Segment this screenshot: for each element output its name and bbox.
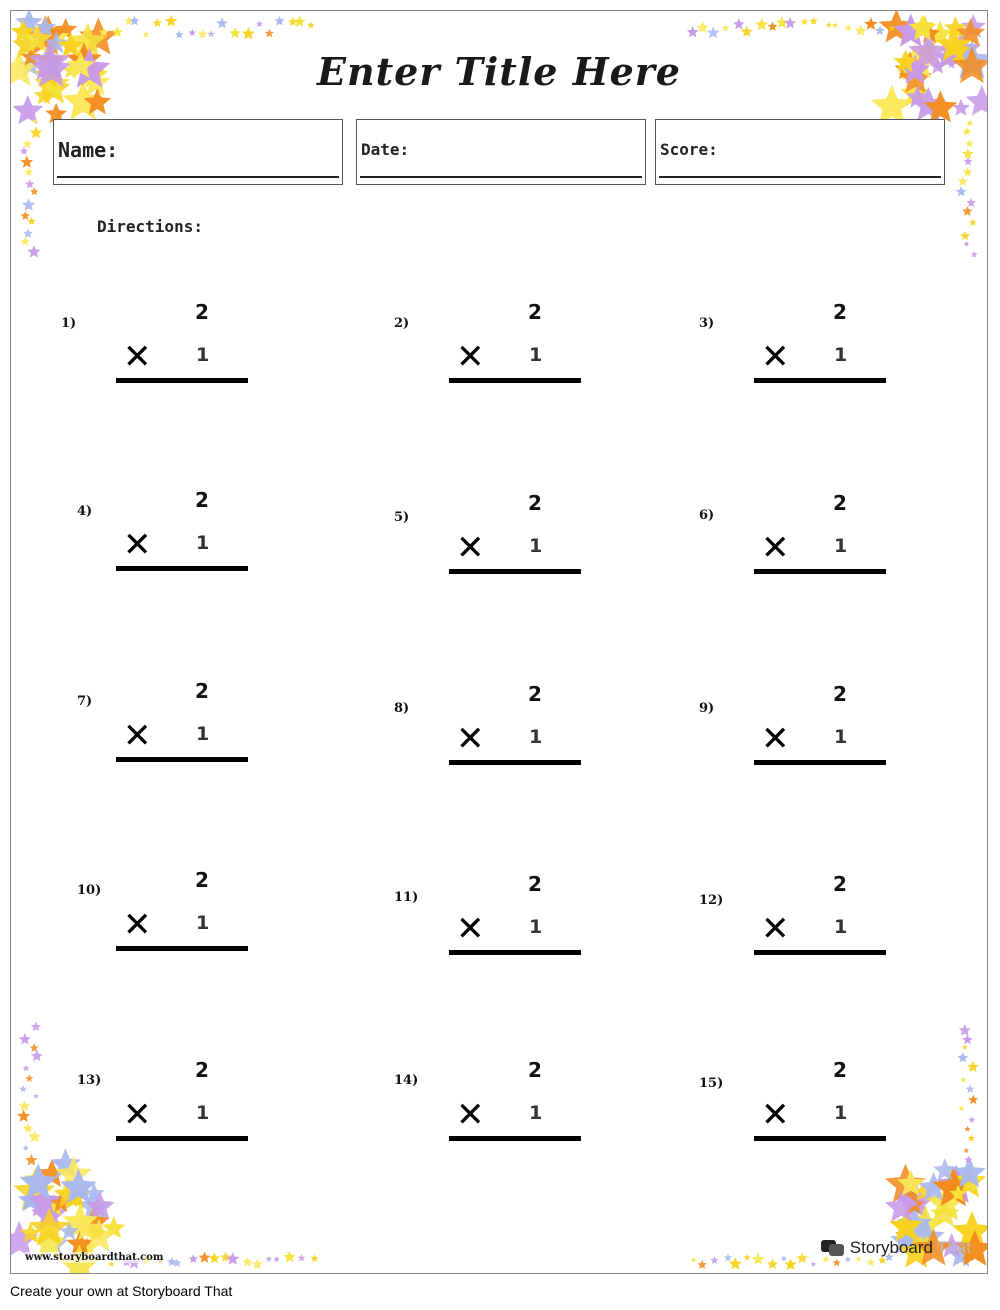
answer-line[interactable] — [116, 1136, 248, 1141]
multiplicand[interactable]: 2 — [528, 491, 542, 515]
answer-line[interactable] — [754, 950, 886, 955]
multiplier[interactable]: 1 — [196, 344, 210, 366]
multiplicand[interactable]: 2 — [528, 300, 542, 324]
star-icon — [962, 1034, 973, 1044]
star-icon — [23, 228, 33, 237]
worksheet-title[interactable]: Enter Title Here — [317, 49, 681, 94]
star-icon — [768, 22, 778, 31]
star-icon — [960, 231, 970, 240]
star-icon — [30, 1043, 39, 1052]
star-icon — [19, 1033, 31, 1045]
star-icon — [242, 27, 255, 39]
multiply-icon: ✕ — [123, 716, 152, 756]
name-underline — [57, 176, 339, 178]
star-icon — [696, 21, 709, 33]
answer-line[interactable] — [116, 378, 248, 383]
answer-line[interactable] — [116, 566, 248, 571]
star-icon — [826, 22, 833, 28]
star-icon — [21, 237, 30, 246]
multiply-icon: ✕ — [761, 1095, 790, 1135]
multiplier[interactable]: 1 — [834, 726, 848, 748]
multiplier[interactable]: 1 — [196, 1102, 210, 1124]
star-icon — [112, 26, 124, 37]
multiply-icon: ✕ — [123, 525, 152, 565]
star-icon — [274, 1256, 280, 1262]
star-icon — [23, 139, 32, 148]
star-icon — [226, 1252, 239, 1265]
star-icon — [189, 1254, 198, 1263]
worksheet-page — [10, 10, 988, 1274]
star-icon — [967, 1061, 979, 1072]
star-icon — [781, 1255, 787, 1261]
star-icon — [165, 15, 177, 27]
problem-number: 13) — [77, 1073, 102, 1088]
multiplicand[interactable]: 2 — [833, 1058, 847, 1082]
star-icon — [19, 1100, 31, 1111]
problem-8 — [394, 682, 594, 793]
star-icon — [811, 1261, 817, 1266]
star-icon — [27, 217, 35, 225]
multiplier[interactable]: 1 — [529, 916, 543, 938]
answer-line[interactable] — [754, 1136, 886, 1141]
star-icon — [964, 241, 970, 247]
answer-line[interactable] — [449, 1136, 581, 1141]
star-icon — [188, 29, 196, 36]
star-icon — [20, 147, 29, 155]
score-underline — [659, 176, 941, 178]
problem-number: 1) — [61, 316, 77, 331]
answer-line[interactable] — [754, 378, 886, 383]
star-icon — [19, 1085, 26, 1092]
problem-10 — [61, 868, 261, 979]
problem-7 — [61, 679, 261, 790]
name-label: Name: — [58, 138, 119, 162]
multiplier[interactable]: 1 — [834, 1102, 848, 1124]
star-icon — [968, 1135, 975, 1142]
star-icon — [966, 1085, 975, 1093]
star-icon — [729, 1257, 742, 1269]
multiply-icon: ✕ — [123, 337, 152, 377]
multiply-icon: ✕ — [761, 337, 790, 377]
footer-credit[interactable]: Create your own at Storyboard That — [10, 1283, 233, 1299]
problem-12 — [699, 872, 899, 983]
watermark-url: www.storyboardthat.com — [25, 1252, 164, 1263]
multiplier[interactable]: 1 — [834, 344, 848, 366]
problem-number: 5) — [394, 510, 410, 525]
star-icon — [785, 1258, 797, 1270]
star-icon — [25, 1074, 33, 1082]
problem-number: 6) — [699, 508, 715, 523]
star-icon — [964, 1126, 970, 1132]
answer-line[interactable] — [116, 757, 248, 762]
star-icon — [867, 1258, 876, 1266]
problem-number: 14) — [394, 1073, 419, 1088]
star-icon — [810, 17, 818, 25]
star-icon — [969, 219, 976, 226]
star-icon — [266, 1256, 273, 1262]
multiplicand[interactable]: 2 — [528, 872, 542, 896]
multiplicand[interactable]: 2 — [833, 300, 847, 324]
score-field[interactable] — [655, 119, 945, 185]
directions-label[interactable]: Directions: — [97, 217, 203, 236]
star-icon — [855, 25, 867, 36]
star-icon — [30, 126, 43, 138]
star-icon — [697, 1260, 707, 1269]
multiplier[interactable]: 1 — [196, 532, 210, 554]
star-icon — [216, 17, 228, 28]
multiply-icon: ✕ — [456, 337, 485, 377]
star-icon — [142, 31, 150, 38]
multiply-icon: ✕ — [123, 905, 152, 945]
star-icon — [832, 22, 838, 28]
problem-9 — [699, 682, 899, 793]
star-icon — [744, 1254, 751, 1261]
star-icon — [959, 1024, 971, 1036]
multiplicand[interactable]: 2 — [195, 1058, 209, 1082]
problem-6 — [699, 491, 899, 602]
star-icon — [733, 18, 745, 29]
star-icon — [23, 1145, 29, 1151]
star-icon — [21, 156, 34, 168]
star-icon — [833, 1259, 841, 1267]
star-icon — [31, 1050, 43, 1061]
multiplier[interactable]: 1 — [834, 535, 848, 557]
star-icon — [963, 127, 972, 135]
star-icon — [691, 1257, 697, 1263]
problem-number: 8) — [394, 701, 410, 716]
star-icon — [229, 27, 240, 38]
multiplier[interactable]: 1 — [834, 916, 848, 938]
problem-4 — [61, 488, 261, 599]
logo-word-that: That — [936, 1238, 971, 1257]
star-icon — [966, 198, 976, 207]
star-icon — [31, 1021, 41, 1031]
star-icon — [722, 24, 730, 31]
star-icon — [967, 120, 974, 126]
multiplicand[interactable]: 2 — [833, 872, 847, 896]
star-icon — [175, 30, 184, 38]
problem-number: 2) — [394, 316, 410, 331]
multiply-icon: ✕ — [456, 1095, 485, 1135]
star-icon — [22, 198, 35, 211]
star-icon — [252, 1259, 263, 1270]
star-icon — [956, 186, 967, 196]
storyboardthat-logo — [820, 1237, 971, 1259]
star-icon — [274, 16, 284, 26]
star-icon — [173, 1259, 182, 1267]
problem-number: 3) — [699, 316, 715, 331]
star-icon — [256, 21, 263, 28]
star-icon — [845, 24, 852, 31]
star-icon — [311, 1254, 319, 1262]
problem-11 — [394, 872, 594, 983]
star-icon — [30, 187, 38, 195]
star-icon — [962, 206, 973, 216]
multiplier[interactable]: 1 — [529, 535, 543, 557]
multiplicand[interactable]: 2 — [528, 1058, 542, 1082]
answer-line[interactable] — [449, 950, 581, 955]
star-icon — [958, 176, 968, 186]
star-icon — [209, 1253, 220, 1264]
star-icon — [752, 1253, 765, 1265]
star-icon — [25, 168, 33, 176]
star-icon — [958, 1105, 964, 1111]
star-icon — [23, 1123, 33, 1133]
star-icon — [962, 1044, 968, 1050]
star-icon — [265, 29, 274, 38]
star-icon — [25, 179, 34, 188]
star-icon — [962, 148, 974, 159]
star-icon — [801, 18, 809, 25]
star-icon — [21, 211, 31, 220]
star-icon — [33, 1093, 39, 1099]
star-icon — [741, 26, 753, 37]
star-icon — [968, 1116, 975, 1123]
star-icon — [27, 245, 40, 258]
star-icon — [952, 99, 970, 116]
multiply-icon: ✕ — [761, 719, 790, 759]
problem-number: 11) — [394, 890, 419, 905]
answer-line[interactable] — [449, 569, 581, 574]
star-icon — [243, 1257, 253, 1267]
answer-line[interactable] — [449, 760, 581, 765]
star-icon — [707, 26, 720, 38]
star-icon — [971, 251, 978, 257]
star-icon — [784, 17, 796, 28]
star-icon — [968, 1095, 978, 1105]
multiplier[interactable]: 1 — [529, 1102, 543, 1124]
problem-number: 15) — [699, 1076, 724, 1091]
multiply-icon: ✕ — [456, 528, 485, 568]
problem-number: 12) — [699, 893, 724, 908]
star-icon — [307, 21, 314, 28]
star-icon — [767, 1259, 778, 1270]
score-label: Score: — [660, 140, 718, 159]
star-icon — [724, 1254, 732, 1262]
answer-line[interactable] — [116, 946, 248, 951]
star-icon — [298, 1254, 306, 1261]
star-icon — [23, 1065, 30, 1071]
answer-line[interactable] — [449, 378, 581, 383]
problem-13 — [61, 1058, 261, 1169]
problem-14 — [394, 1058, 594, 1169]
multiplicand[interactable]: 2 — [195, 868, 209, 892]
problem-number: 7) — [77, 694, 93, 709]
star-icon — [875, 26, 885, 35]
multiplicand[interactable]: 2 — [833, 491, 847, 515]
star-icon — [957, 1052, 968, 1062]
logo-word-storyboard: Storyboard — [849, 1238, 933, 1257]
star-icon — [965, 140, 973, 148]
multiplier[interactable]: 1 — [196, 912, 210, 934]
star-icon — [961, 1077, 967, 1083]
date-label: Date: — [361, 140, 410, 159]
star-icon — [153, 18, 163, 27]
star-icon — [207, 30, 215, 37]
star-icon — [12, 95, 43, 124]
multiply-icon: ✕ — [761, 528, 790, 568]
multiplier[interactable]: 1 — [529, 726, 543, 748]
multiplicand[interactable]: 2 — [195, 488, 209, 512]
problem-number: 9) — [699, 701, 715, 716]
multiply-icon: ✕ — [456, 909, 485, 949]
star-icon — [864, 17, 877, 30]
speech-bubbles-icon — [820, 1238, 846, 1258]
date-underline — [360, 176, 642, 178]
problem-1 — [61, 300, 261, 411]
problem-3 — [699, 300, 899, 411]
star-icon — [756, 18, 769, 30]
star-icon — [711, 1256, 719, 1264]
multiply-icon: ✕ — [761, 909, 790, 949]
problem-2 — [394, 300, 594, 411]
star-icon — [963, 167, 972, 176]
multiplier[interactable]: 1 — [529, 344, 543, 366]
problem-number: 4) — [77, 504, 93, 519]
multiplier[interactable]: 1 — [196, 723, 210, 745]
star-icon — [963, 1148, 969, 1154]
name-field[interactable] — [53, 119, 343, 185]
date-field[interactable] — [356, 119, 646, 185]
multiplicand[interactable]: 2 — [195, 679, 209, 703]
answer-line[interactable] — [754, 760, 886, 765]
star-icon — [199, 1252, 211, 1263]
multiply-icon: ✕ — [456, 719, 485, 759]
star-icon — [25, 1154, 37, 1166]
answer-line[interactable] — [754, 569, 886, 574]
problem-number: 10) — [77, 883, 102, 898]
multiply-icon: ✕ — [123, 1095, 152, 1135]
multiplicand[interactable]: 2 — [528, 682, 542, 706]
problem-15 — [699, 1058, 899, 1169]
star-icon — [687, 26, 699, 37]
multiplicand[interactable]: 2 — [195, 300, 209, 324]
star-icon — [284, 1251, 296, 1262]
star-icon — [198, 29, 208, 39]
problem-5 — [394, 491, 594, 602]
star-icon — [796, 1252, 808, 1263]
multiplicand[interactable]: 2 — [833, 682, 847, 706]
star-icon — [17, 1110, 30, 1122]
